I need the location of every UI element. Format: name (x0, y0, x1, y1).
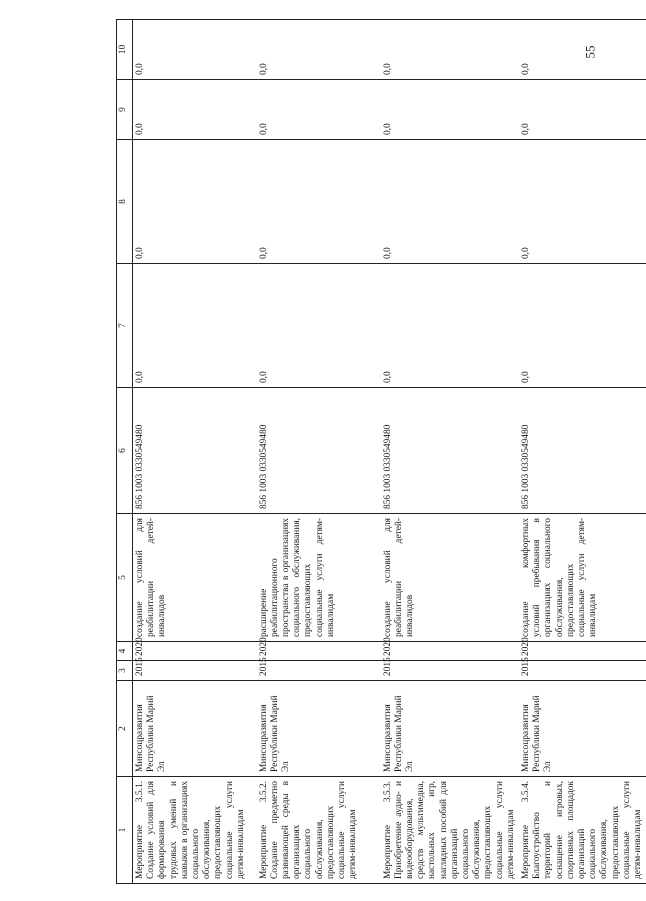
executor-cell: Минсоцразвития Республики Марий Эл (519, 681, 646, 777)
end-year-cell: 2020 (519, 642, 646, 661)
page-number: 55 (582, 45, 598, 59)
result-cell: создание условий для реабилитации детей-инвалидов (381, 514, 519, 642)
kbk-cell: 856 1003 0330549480 (381, 388, 519, 514)
header-row (117, 20, 133, 884)
table-row (381, 20, 519, 884)
result-cell: создание комфортных условий пребывания в организациях социального обслуживания, предоставляющих социальные услуги детям-инвалидам (519, 514, 646, 642)
start-year-cell: 2015 (381, 661, 519, 681)
measure-cell: Мероприятие 3.5.2. Создание предметно развивающей среды в организациях социального обслуживания, предоставляющих социальные услуги детям-инвалидам (257, 777, 381, 884)
rotated-table-container (116, 20, 643, 884)
col-header-6: 6 (117, 388, 133, 514)
value-cell-10: 0,0 (519, 20, 646, 80)
col-header-9: 9 (117, 80, 133, 140)
start-year-cell: 2015 (133, 661, 257, 681)
value-cell-8: 0,0 (519, 140, 646, 264)
col-header-8: 8 (117, 140, 133, 264)
executor-cell: Минсоцразвития Республики Марий Эл (257, 681, 381, 777)
kbk-cell: 856 1003 0330549480 (133, 388, 257, 514)
end-year-cell: 2020 (381, 642, 519, 661)
table-row (133, 20, 257, 884)
col-header-3: 3 (117, 661, 133, 681)
start-year-cell: 2015 (257, 661, 381, 681)
result-cell: создание условий для реабилитации детей-инвалидов (133, 514, 257, 642)
col-header-2: 2 (117, 681, 133, 777)
executor-cell: Минсоцразвития Республики Марий Эл (133, 681, 257, 777)
kbk-cell: 856 1003 0330549480 (257, 388, 381, 514)
col-header-10: 10 (117, 20, 133, 80)
value-cell-7: 0,0 (381, 264, 519, 388)
measure-cell: Мероприятие 3.5.1. Создание условий для формирования трудовых умений и навыков в организациях социального обслуживания, предоставляющих социальные услуги детям-инвалидам (133, 777, 257, 884)
value-cell-10: 0,0 (381, 20, 519, 80)
value-cell-9: 0,0 (257, 80, 381, 140)
measure-cell: Мероприятие 3.5.4. Благоустройство территорий и оснащение игровых, спортивных площадок организаций социального обслуживания, предоставляющих социальные услуги детям-инвалидам (519, 777, 646, 884)
col-header-1: 1 (117, 777, 133, 884)
value-cell-10: 0,0 (133, 20, 257, 80)
value-cell-8: 0,0 (381, 140, 519, 264)
executor-cell: Минсоцразвития Республики Марий Эл (381, 681, 519, 777)
measure-cell: Мероприятие 3.5.3. Приобретение аудио- и видеооборудования, средств мультимедиа, настольных игр, наглядных пособий для организаций социального обслуживания, предоставляющих социальные услуги детям-инвалидам (381, 777, 519, 884)
value-cell-9: 0,0 (519, 80, 646, 140)
value-cell-7: 0,0 (133, 264, 257, 388)
col-header-4: 4 (117, 642, 133, 661)
table-row (257, 20, 381, 884)
value-cell-9: 0,0 (133, 80, 257, 140)
end-year-cell: 2020 (133, 642, 257, 661)
col-header-5: 5 (117, 514, 133, 642)
start-year-cell: 2015 (519, 661, 646, 681)
end-year-cell: 2020 (257, 642, 381, 661)
value-cell-8: 0,0 (257, 140, 381, 264)
value-cell-10: 0,0 (257, 20, 381, 80)
program-measures-table (116, 19, 646, 884)
result-cell: расширение реабилитационного пространства в организациях социального обслуживания, предоставляющих социальные услуги детям-инвалидам (257, 514, 381, 642)
value-cell-7: 0,0 (519, 264, 646, 388)
value-cell-8: 0,0 (133, 140, 257, 264)
value-cell-7: 0,0 (257, 264, 381, 388)
kbk-cell: 856 1003 0330549480 (519, 388, 646, 514)
table-row (519, 20, 646, 884)
value-cell-9: 0,0 (381, 80, 519, 140)
col-header-7: 7 (117, 264, 133, 388)
